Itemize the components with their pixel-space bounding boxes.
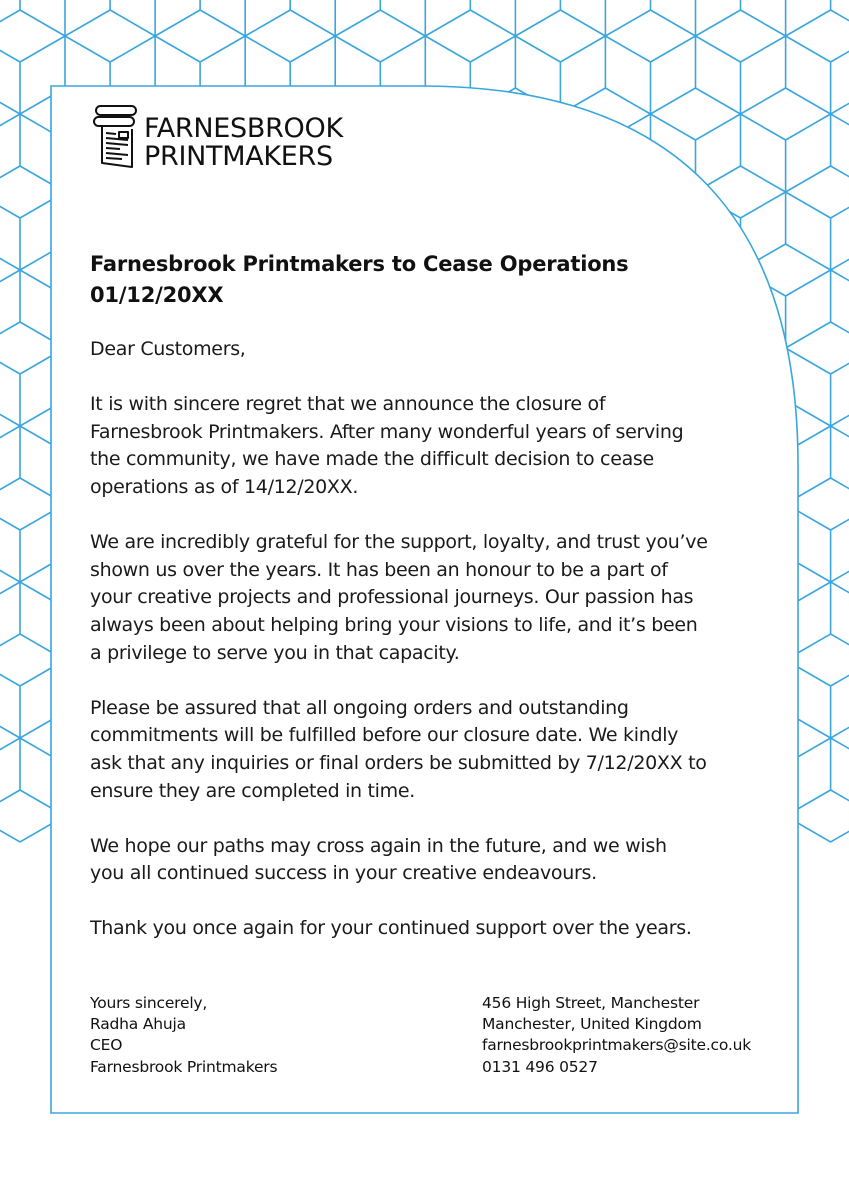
closing: Yours sincerely, <box>90 994 208 1012</box>
paragraph-line: We are incredibly grateful for the support, loyalty, and trust you’ve <box>90 531 708 554</box>
printing-press-icon <box>92 103 138 169</box>
email: farnesbrookprintmakers@site.co.uk <box>482 1036 752 1055</box>
signer-name: Radha Ahuja <box>90 1015 186 1034</box>
paragraph-line: ensure they are completed in time. <box>90 779 416 802</box>
phone: 0131 496 0527 <box>482 1057 598 1076</box>
address-line-2: Manchester, United Kingdom <box>482 1015 702 1034</box>
logo-line-2: PRINTMAKERS <box>144 141 333 172</box>
address-line-1: 456 High Street, Manchester <box>482 994 700 1012</box>
paragraph-3 <box>90 695 770 805</box>
paragraph-line: operations as of 14/12/20XX. <box>90 475 359 498</box>
paragraph-line: you all continued success in your creative endeavours. <box>90 862 597 885</box>
paragraph-line: commitments will be fulfilled before our closure date. We kindly <box>90 724 679 747</box>
heading-title: Farnesbrook Printmakers to Cease Operations <box>90 252 629 276</box>
paragraph-line: Farnesbrook Printmakers. After many wonderful years of serving <box>90 420 684 443</box>
paragraph-2 <box>90 529 770 667</box>
paragraph-5 <box>90 915 770 943</box>
signature-block <box>90 993 277 1078</box>
signer-role: CEO <box>90 1036 123 1055</box>
contact-block <box>482 993 751 1078</box>
greeting: Dear Customers, <box>90 338 246 360</box>
paragraph-line: Thank you once again for your continued support over the years. <box>90 917 692 940</box>
paragraph-line: ask that any inquiries or final orders be submitted by 7/12/20XX to <box>90 751 707 774</box>
paragraph-line: It is with sincere regret that we announce the closure of <box>90 393 606 416</box>
paragraph-line: shown us over the years. It has been an honour to be a part of <box>90 558 668 581</box>
paragraph-line: a privilege to serve you in that capacity. <box>90 641 460 664</box>
heading-date: 01/12/20XX <box>90 283 224 307</box>
logo-line-1: FARNESBROOK <box>144 113 343 144</box>
signer-company: Farnesbrook Printmakers <box>90 1057 278 1076</box>
paragraph-line: your creative projects and professional journeys. Our passion has <box>90 586 694 609</box>
paragraph-4 <box>90 833 770 888</box>
letter-heading <box>90 249 628 311</box>
letter-body <box>90 336 770 971</box>
paragraph-line: the community, we have made the difficult decision to cease <box>90 448 654 471</box>
paragraph-1 <box>90 391 770 501</box>
company-logo <box>92 103 343 171</box>
paragraph-line: We hope our paths may cross again in the future, and we wish <box>90 834 667 857</box>
paragraph-line: Please be assured that all ongoing orders and outstanding <box>90 696 629 719</box>
paragraph-line: always been about helping bring your visions to life, and it’s been <box>90 613 698 636</box>
